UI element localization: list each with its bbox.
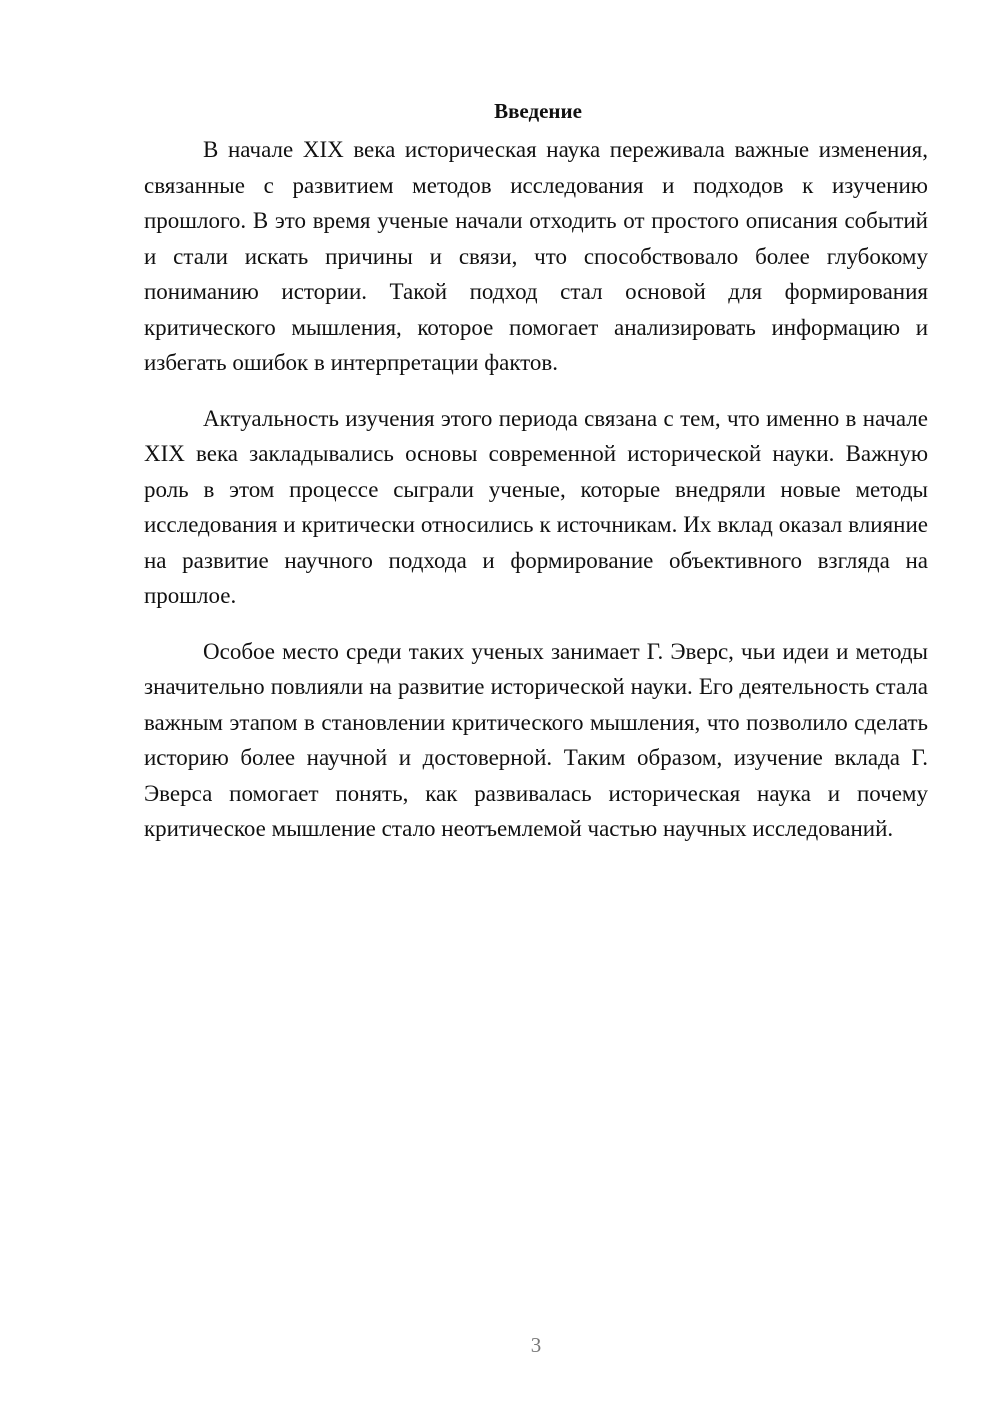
- section-title: Введение: [494, 99, 582, 123]
- paragraph-1: В начале XIX века историческая наука переживала важные изменения, связанные с развитием методов исследования и подходов к изучению прошлого. В это время ученые начали отходить от простого описания событий и стали искать причины и связи, что способствовало более глубокому пониманию истории. Такой подход стал основой для формирования критического мышления, которое помогает анализировать информацию и избегать ошибок в интерпретации фактов.: [144, 137, 928, 375]
- page-number: 3: [530, 1333, 542, 1357]
- page-content: [144, 96, 928, 867]
- paragraph-2: Актуальность изучения этого периода связана с тем, что именно в начале XIX века закладывались основы современной исторической науки. Важную роль в этом процессе сыграли ученые, которые внедряли новые методы исследования и критически относились к источникам. Их вклад оказал влияние на развитие научного подхода и формирование объективного взгляда на прошлое.: [144, 405, 928, 608]
- paragraph-3: Особое место среди таких ученых занимает Г. Эверс, чьи идеи и методы значительно повлияли на развитие исторической науки. Его деятельность стала важным этапом в становлении критического мышления, что позволило сделать историю более научной и достоверной. Таким образом, изучение вклада Г. Эверса помогает понять, как развивалась историческая наука и почему критическое мышление стало неотъемлемой частью научных исследований.: [144, 638, 928, 841]
